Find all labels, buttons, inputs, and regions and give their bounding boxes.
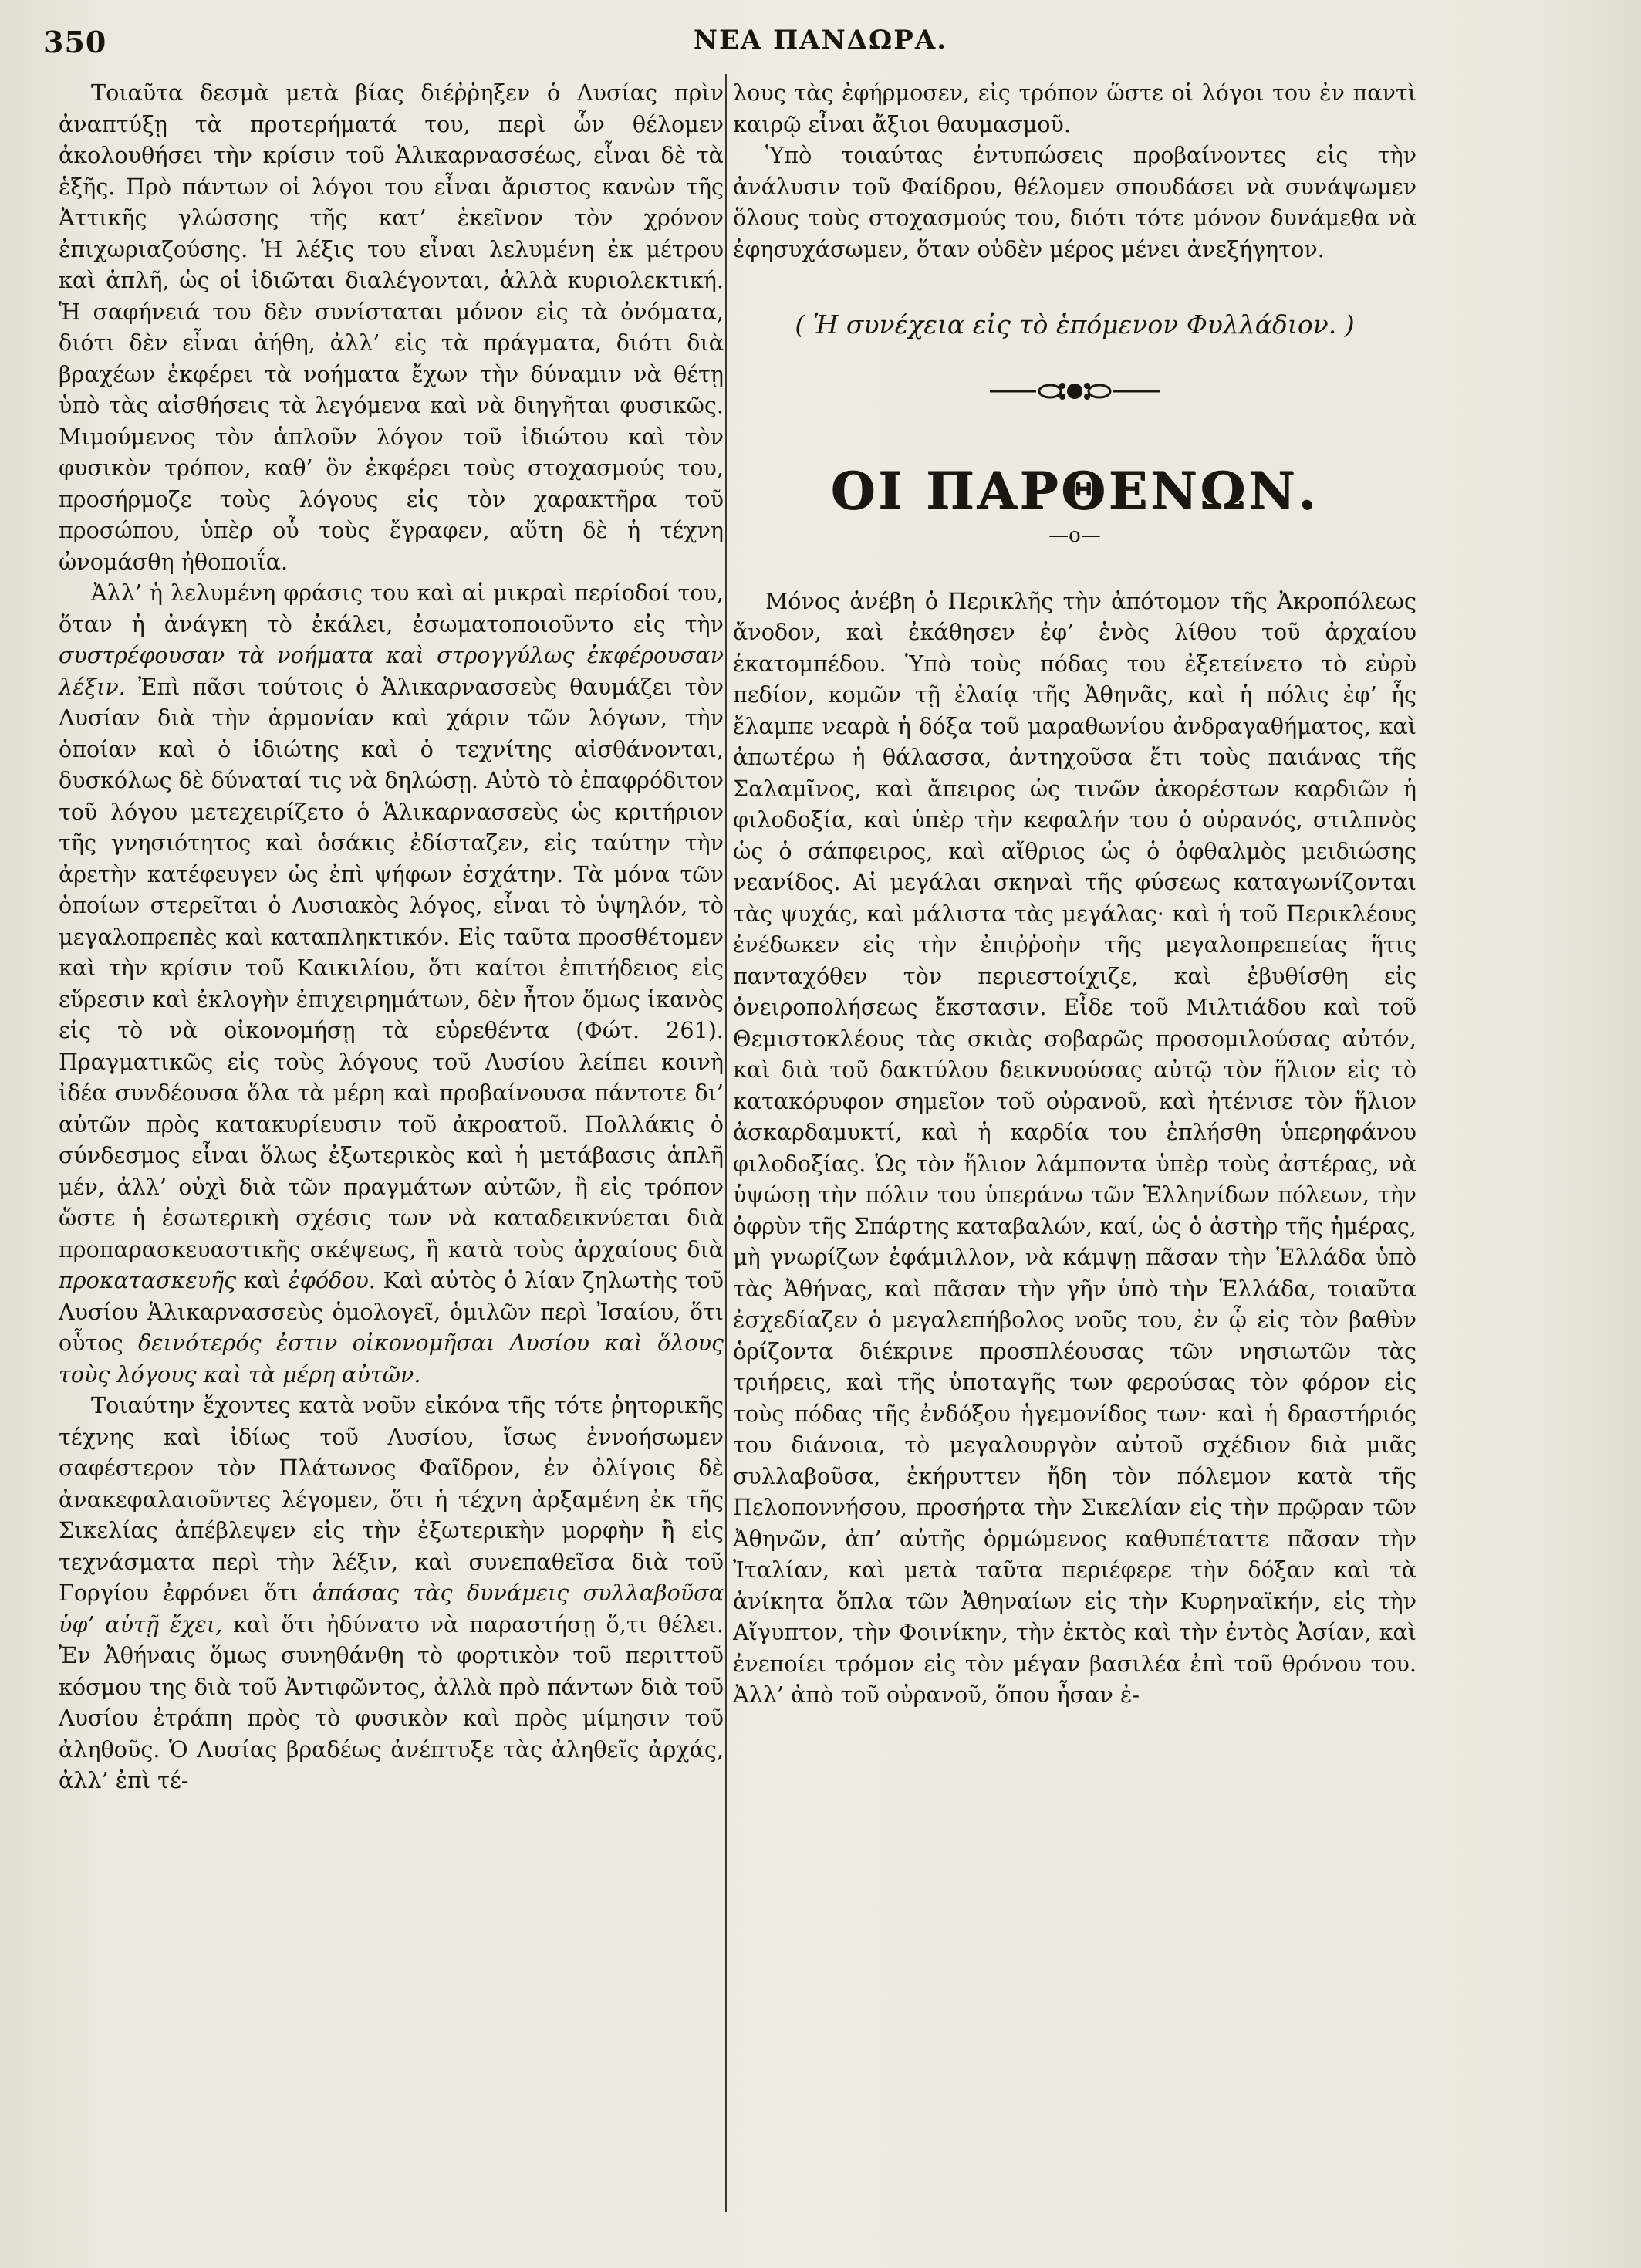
page-number: 350 xyxy=(43,25,107,59)
italic-phrase: συστρέφουσαν τὰ νοήματα καὶ στρογγύλως ἐκφέρουσαν λέξιν. xyxy=(59,642,724,700)
left-paragraph-3 xyxy=(59,1390,724,1796)
column-divider xyxy=(725,74,727,2212)
title-rule: —o— xyxy=(1048,524,1101,547)
text-run: Ἀλλ’ ἡ λελυμένη φράσις του καὶ αἱ μικραὶ περίοδοί του, ὅταν ἡ ἀνάγκη τὸ ἐκάλει, ἐσωματοποιοῦντο εἰς τὴν xyxy=(59,580,724,637)
article-title: ΟΙ ΠΑΡΘΕΝΩΝ. xyxy=(830,460,1319,521)
italic-phrase: προκατασκευῆς xyxy=(59,1267,237,1293)
text-run: καὶ xyxy=(236,1267,289,1293)
right-column xyxy=(733,77,1416,1711)
page-header xyxy=(0,20,1641,66)
text-run: Ἐπὶ πᾶσι τούτοις ὁ Ἁλικαρνασσεὺς θαυμάζει τὸν Λυσίαν διὰ τὴν ἁρμονίαν καὶ χάριν τῶν λόγων, τὴν ὁποίαν καὶ ὁ ἰδιώτης καὶ ὁ τεχνίτης αἰσθάνονται, δυσκόλως δὲ δύναταί τις νὰ δηλώσῃ. Αὐτὸ τὸ ἐπαφρόδιτον τοῦ λόγου μετεχειρίζετο ὁ Ἁλικαρνασσεὺς ὡς κριτήριον τῆς γνησιότητος καὶ ὁσάκις ἐδίσταζεν, εἰς ταύτην τὴν ἀρετὴν κατέφευγεν ὡς ἐπὶ ψήφων ἐσχάτην. Τὰ μόνα τῶν ὁποίων στερεῖται ὁ Λυσιακὸς λόγος, εἶναι τὸ ὑψηλόν, τὸ μεγαλοπρεπὲς καὶ καταπληκτικόν. Εἰς ταῦτα προσθέτομεν καὶ τὴν κρίσιν τοῦ Καικιλίου, ὅτι καίτοι ἐπιτήδειος εἰς εὕρεσιν καὶ ἐκλογὴν ἐπιχειρημάτων, δὲν ἦτον ὅμως ἱκανὸς εἰς τὸ νὰ οἰκονομήσῃ τὰ εὑρεθέντα (Φώτ. 261). Πραγματικῶς εἰς τοὺς λόγους τοῦ Λυσίου λείπει κοινὴ ἰδέα συνδέουσα ὅλα τὰ μέρη καὶ προβαίνουσα πάντοτε δι’ αὐτῶν πρὸς κατακυρίευσιν τοῦ ἀκροατοῦ. Πολλάκις ὁ σύνδεσμος εἶναι ὅλως ἐξωτερικὸς καὶ ἡ μετάβασις ἁπλῆ μέν, ἀλλ’ οὐχὶ διὰ τῶν πραγμάτων αὐτῶν, ἢ εἰς τρόπον ὥστε ἡ ἐσωτερικὴ σχέσις των νὰ καταδεικνύεται διὰ προπαρασκευαστικῆς σκέψεως, ἢ κατὰ τοὺς ἀρχαίους διὰ xyxy=(59,673,724,1262)
fleuron-ornament-icon xyxy=(733,378,1416,409)
left-column xyxy=(59,77,724,1796)
text-run: Τοιαύτην ἔχοντες κατὰ νοῦν εἰκόνα τῆς τότε ῥητορικῆς τέχνης καὶ ἰδίως τοῦ Λυσίου, ἴσως ἐννοήσωμεν σαφέστερον τὸν Πλάτωνος Φαῖδρον, ἐν ὀλίγοις δὲ ἀνακεφαλαιοῦντες λέγομεν, ὅτι ἡ τέχνη ἀρξαμένη ἐκ τῆς Σικελίας ἀπέβλεψεν εἰς τὴν ἐξωτερικὴν μορφὴν ἢ εἰς τεχνάσματα περὶ τὴν λέξιν, καὶ συνεπαθεῖσα διὰ τοῦ Γοργίου ἐφρόνει ὅτι xyxy=(59,1392,724,1606)
right-paragraph-2: Ὑπὸ τοιαύτας ἐντυπώσεις προβαίνοντες εἰς τὴν ἀνάλυσιν τοῦ Φαίδρου, θέλομεν σπουδάσει νὰ συνάψωμεν ὅλους τοὺς στοχασμούς του, διότι τότε μόνον δυνάμεθα νὰ ἐφησυχάσωμεν, ὅταν οὐδὲν μέρος μένει ἀνεξήγητον. xyxy=(733,142,1416,262)
text-run: Καὶ αὐτὸς ὁ λίαν ζηλωτὴς τοῦ Λυσίου Ἁλικαρνασσεὺς ὁμολογεῖ, ὁμιλῶν περὶ Ἰσαίου, ὅτι οὗτος xyxy=(59,1267,724,1356)
left-paragraph-1: Τοιαῦτα δεσμὰ μετὰ βίας διέῤῥηξεν ὁ Λυσίας πρὶν ἀναπτύξῃ τὰ προτερήματά του, περὶ ὧν θέλομεν ἀκολουθήσει τὴν κρίσιν τοῦ Ἁλικαρνασσέως, εἶναι δὲ τὰ ἑξῆς. Πρὸ πάντων οἱ λόγοι του εἶναι ἄριστος κανὼν τῆς Ἀττικῆς γλώσσης τῆς κατ’ ἐκεῖνον τὸν χρόνον ἐπιχωριαζούσης. Ἡ λέξις του εἶναι λελυμένη ἐκ μέτρου καὶ ἁπλῆ, ὡς οἱ ἰδιῶται διαλέγονται, ἀλλὰ κυριολεκτική. Ἡ σαφήνειά του δὲν συνίσταται μόνον εἰς τὰ ὀνόματα, διότι δὲν εἶναι ἀήθη, ἀλλ’ εἰς τὰ πράγματα, διότι διὰ βραχέων ἐκφέρει τὰ νοήματα ἔχων τὴν δύναμιν νὰ θέτῃ ὑπὸ τὰς αἰσθήσεις τὰ λεγόμενα καὶ νὰ διηγῆται φυσικῶς. Μιμούμενος τὸν ἁπλοῦν λόγον τοῦ ἰδιώτου καὶ τὸν φυσικὸν τρόπον, καθ’ ὃν ἐκφέρει τοὺς στοχασμούς του, προσήρμοζε τοὺς λόγους εἰς τὸν χαρακτῆρα τοῦ προσώπου, ὑπὲρ οὗ τοὺς ἔγραφεν, αὕτη δὲ ἡ τέχνη ὠνομάσθη ἠθοποιΐα. xyxy=(59,79,724,575)
left-paragraph-2 xyxy=(59,577,724,1390)
italic-phrase: ἁπάσας τὰς δυνάμεις συλλαβοῦσα ὑφ’ αὑτῇ ἔχει, xyxy=(59,1580,724,1638)
italic-phrase: δεινότερός ἐστιν οἰκονομῆσαι Λυσίου καὶ ὅλους τοὺς λόγους καὶ τὰ μέρη αὐτῶν. xyxy=(59,1330,724,1388)
italic-phrase: ἐφόδου. xyxy=(288,1267,376,1293)
running-title: ΝΕΑ ΠΑΝΔΩΡΑ. xyxy=(693,25,948,56)
text-run: καὶ ὅτι ἠδύνατο νὰ παραστήσῃ ὅ,τι θέλει. Ἐν Ἀθήναις ὅμως συνηθάνθη τὸ φορτικὸν τοῦ περιττοῦ κόσμου της διὰ τοῦ Ἀντιφῶντος, ἀλλὰ πρὸ πάντων διὰ τοῦ Λυσίου ἐτράπη πρὸς τὸ φυσικὸν καὶ πρὸς μίμησιν τοῦ ἀληθοῦς. Ὁ Λυσίας βραδέως ἀνέπτυξε τὰς ἀληθεῖς ἀρχάς, ἀλλ’ ἐπὶ τέ- xyxy=(59,1611,724,1793)
right-paragraph-3: Μόνος ἀνέβη ὁ Περικλῆς τὴν ἀπότομον τῆς Ἀκροπόλεως ἄνοδον, καὶ ἐκάθησεν ἐφ’ ἑνὸς λίθου τοῦ ἀρχαίου ἑκατομπέδου. Ὑπὸ τοὺς πόδας του ἐξετείνετο τὸ εὐρὺ πεδίον, κομῶν τῇ ἐλαίᾳ τῆς Ἀθηνᾶς, καὶ ἡ πόλις ἐφ’ ἧς ἔλαμπε νεαρὰ ἡ δόξα τοῦ μαραθωνίου ἀνδραγαθήματος, καὶ ἀπωτέρω ἡ θάλασσα, ἀντηχοῦσα ἔτι τοὺς παιάνας τῆς Σαλαμῖνος, καὶ ἄπειρος ὡς τινῶν ἀκορέστων καρδιῶν ἡ φιλοδοξία, καὶ ὑπὲρ τὴν κεφαλήν του ὁ οὐρανός, στιλπνὸς ὡς ὁ σάπφειρος, καὶ αἴθριος ὡς ὁ ὀφθαλμὸς μειδιώσης νεανίδος. Αἱ μεγάλαι σκηναὶ τῆς φύσεως καταγωνίζονται τὰς ψυχάς, καὶ μάλιστα τὰς μεγάλας· καὶ ἡ τοῦ Περικλέους ἐνέδωκεν εἰς τὴν ἐπιῤῥοὴν τῆς μεγαλοπρεπείας ἥτις πανταχόθεν τὸν περιεστοίχιζε, καὶ ἐβυθίσθη εἰς ὀνειροπολήσεως ἔκστασιν. Εἶδε τοῦ Μιλτιάδου καὶ τοῦ Θεμιστοκλέους τὰς σκιὰς σοβαρῶς προσομιλούσας αὐτόν, καὶ διὰ τοῦ δακτύλου δεικνυούσας αὐτῷ τὸν ἥλιον εἰς τὸ κατακόρυφον σημεῖον τοῦ οὐρανοῦ, καὶ ἠτένισε τὸν ἥλιον ἀσκαρδαμυκτί, καὶ ἡ καρδία του ἐπλήσθη ὑπερηφάνου φιλοδοξίας. Ὡς τὸν ἥλιον λάμποντα ὑπὲρ τοὺς ἀστέρας, νὰ ὑψώσῃ τὴν πόλιν του ὑπεράνω τῶν Ἑλληνίδων πόλεων, τὴν ὀφρὺν τῆς Σπάρτης καταβαλών, καί, ὡς ὁ ἀστὴρ τῆς ἡμέρας, μὴ γνωρίζων ἐφάμιλλον, νὰ κάμψῃ πᾶσαν τὴν Ἑλλάδα ὑπὸ τὰς Ἀθήνας, καὶ πᾶσαν τὴν γῆν ὑπὸ τὴν Ἑλλάδα, τοιαῦτα ἐσχεδίαζεν ὁ μεγαλεπήβολος νοῦς του, ἐν ᾧ εἰς τὸν βαθὺν ὁρίζοντα διέκρινε προσπλέουσας τῶν νησιωτῶν τὰς τριήρεις, καὶ τῆς ὑποταγῆς των φερούσας τὸν φόρον εἰς τοὺς πόδας τῆς ἐνδόξου ἡγεμονίδος των· καὶ ἡ δραστήριός του διάνοια, τὸ μεγαλουργὸν αὐτοῦ σχέδιον διὰ μιᾶς συλλαβοῦσα, ἐκήρυττεν ἤδη τὸν πόλεμον κατὰ τῆς Πελοποννήσου, προσήρτα τὴν Σικελίαν εἰς τὴν πρῷραν τῶν Ἀθηνῶν, ἀπ’ αὐτῆς ὁρμώμενος καθυπέταττε πᾶσαν τὴν Ἰταλίαν, καὶ μετὰ ταῦτα περιέφερε τὴν δόξαν καὶ τὰ ἀνίκητα ὅπλα τῶν Ἀθηναίων εἰς τὴν Κυρηναϊκήν, εἰς τὴν Αἴγυπτον, τὴν Φοινίκην, τὴν ἐκτὸς καὶ τὴν ἐντὸς Ἀσίαν, καὶ ἐνεποίει τρόμον εἰς τὸν μέγαν βασιλέα ἐπὶ τοῦ θρόνου του. Ἀλλ’ ἀπὸ τοῦ οὐρανοῦ, ὅπου ἦσαν ἐ- xyxy=(733,587,1416,1708)
right-paragraph-1: λους τὰς ἐφήρμοσεν, εἰς τρόπον ὥστε οἱ λόγοι του ἐν παντὶ καιρῷ εἶναι ἄξιοι θαυμασμοῦ. xyxy=(733,79,1416,137)
continued-notice: ( Ἡ συνέχεια εἰς τὸ ἑπόμενον Φυλλάδιον. ) xyxy=(795,309,1355,340)
